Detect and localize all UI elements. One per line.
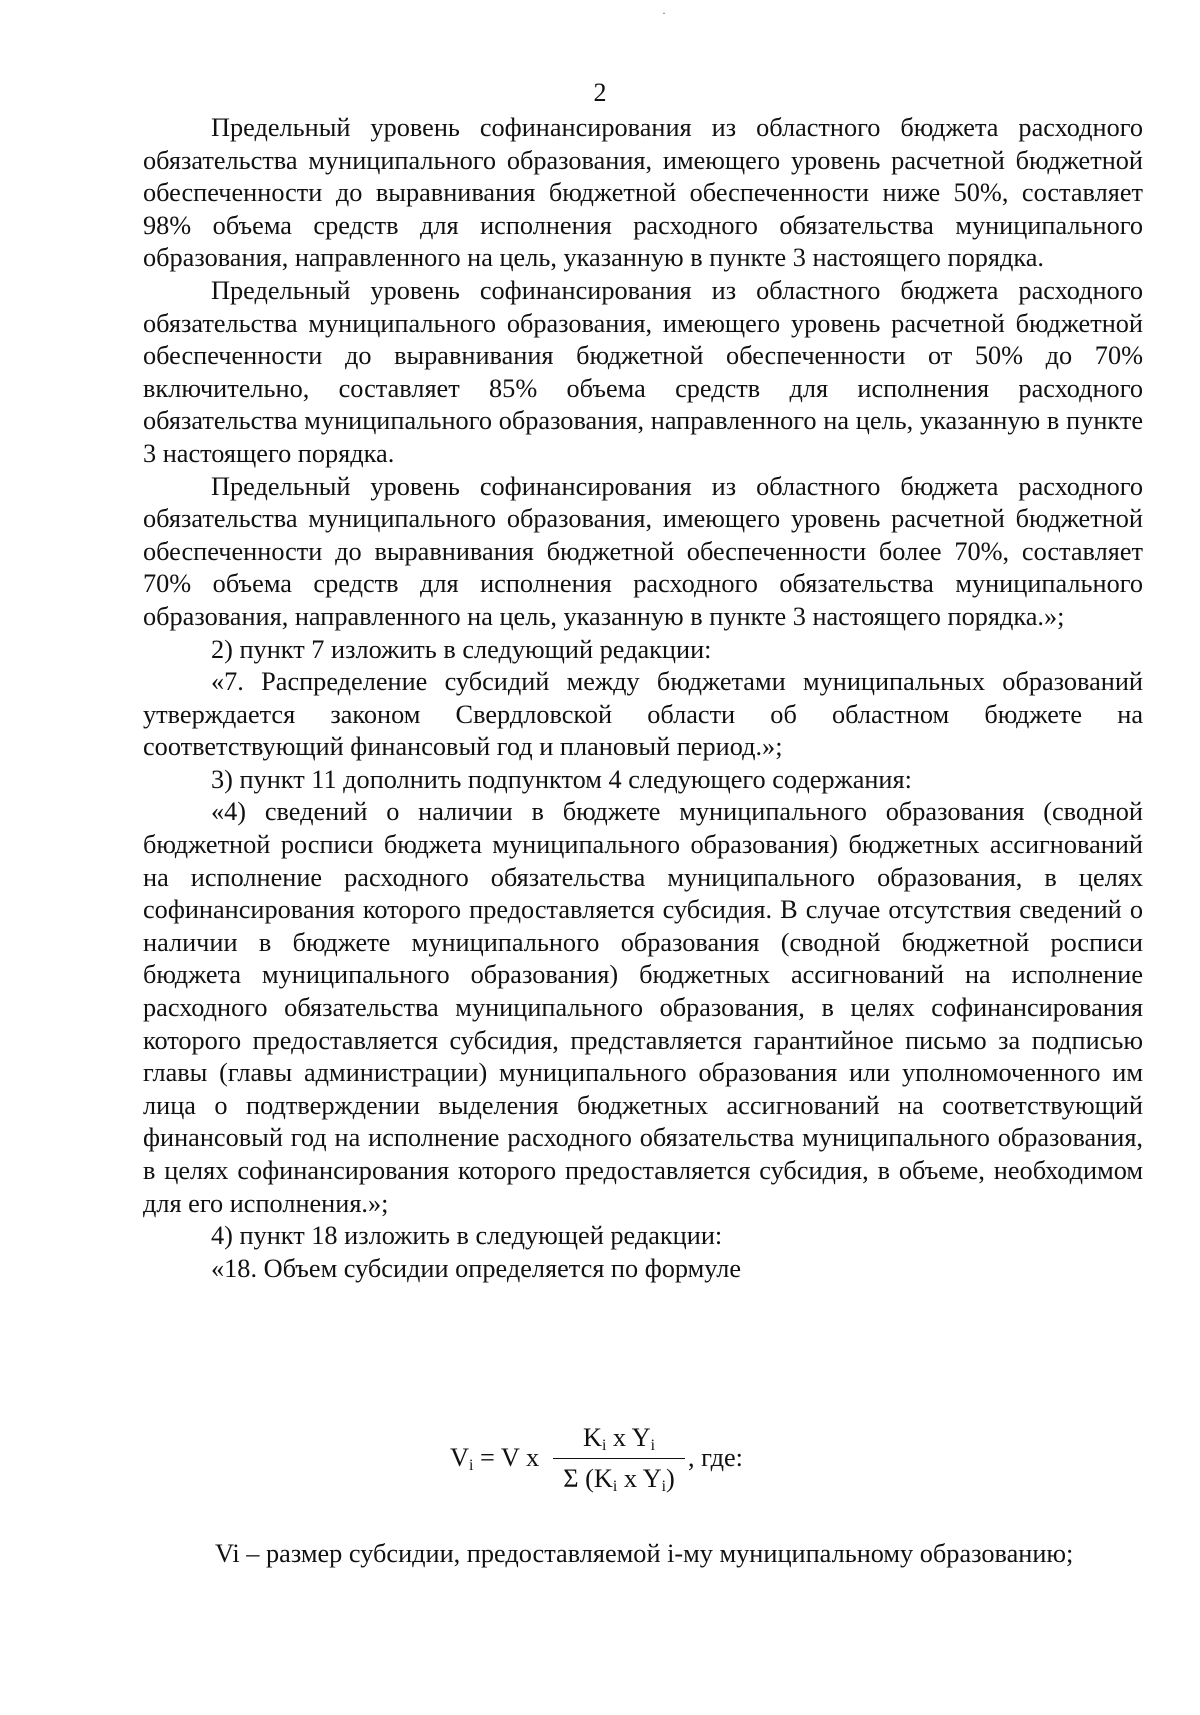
paragraph: Предельный уровень софинансирования из областного бюджета расходного обязательства муниципального образования, имеющего уровень расчетной бюджетной обеспеченности до выравнивания бюджетной обеспеченности более 70%, составляет 70% объема средств для исполнения расходного обязательства муниципального образования, направленного на цель, указанную в пункте 3 настоящего порядка.»;	[143, 471, 1143, 631]
paragraph: 4) пункт 18 изложить в следующей редакции:	[211, 1221, 723, 1251]
denominator-sub-i2: i	[661, 1477, 666, 1495]
formula-equals: = V x	[473, 1443, 540, 1472]
formula-lhs	[450, 1443, 539, 1475]
formula-sub: i	[469, 1456, 474, 1474]
numerator-sub-i: i	[601, 1436, 607, 1454]
formula-tail: , где:	[688, 1443, 743, 1472]
variable-definition: Vi – размер субсидии, предоставляемой i-му муниципальному образованию;	[215, 1539, 1074, 1568]
denominator-close: )	[665, 1464, 675, 1493]
formula-denominator	[553, 1463, 685, 1495]
paragraph: 3) пункт 11 дополнить подпунктом 4 следующего содержания:	[211, 764, 912, 794]
numerator-y: x Y	[606, 1423, 651, 1452]
page-number: 2	[593, 78, 607, 107]
denominator-sub-i: i	[612, 1477, 618, 1495]
formula-numerator	[553, 1422, 685, 1454]
denominator-y: x Y	[617, 1464, 662, 1493]
fraction-bar	[553, 1458, 685, 1459]
formula-fraction	[553, 1422, 685, 1495]
body-text	[143, 112, 1143, 1285]
paragraph: Предельный уровень софинансирования из областного бюджета расходного обязательства муниципального образования, имеющего уровень расчетной бюджетной обеспеченности до выравнивания бюджетной обеспеченности ниже 50%, составляет 98% объема средств для исполнения расходного обязательства муниципального образования, направленного на цель, указанную в пункте 3 настоящего порядка.	[143, 113, 1143, 273]
numerator-sub-i2: i	[650, 1436, 656, 1454]
subsidy-formula	[0, 1422, 1200, 1502]
numerator-k: K	[582, 1423, 602, 1452]
paragraph: «4) сведений о наличии в бюджете муниципального образования (сводной бюджетной росписи бюджета муниципального образования) бюджетных ассигнований на исполнение расходного обязательства муниципального образования, в целях софинансирования которого предоставляется субсидия. В случае отсутствия сведений о наличии в бюджете муниципального образования (сводной бюджетной росписи бюджета муниципального образования) бюджетных ассигнований на исполнение расходного обязательства муниципального образования, в целях софинансирования которого предоставляется субсидия, представляется гарантийное письмо за подписью главы (главы администрации) муниципального образования или уполномоченного им лица о подтверждении выделения бюджетных ассигнований на соответствующий финансовый год на исполнение расходного обязательства муниципального образования, в целях софинансирования которого предоставляется субсидия, в объеме, необходимом для его исполнения.»;	[143, 797, 1143, 1218]
paragraph: 2) пункт 7 изложить в следующий редакции:	[211, 634, 712, 664]
paragraph: Предельный уровень софинансирования из областного бюджета расходного обязательства муниципального образования, имеющего уровень расчетной бюджетной обеспеченности до выравнивания бюджетной обеспеченности от 50% до 70% включительно, составляет 85% объема средств для исполнения расходного обязательства муниципального образования, направленного на цель, указанную в пункте 3 настоящего порядка.	[143, 275, 1143, 468]
denominator-sum: Σ (K	[563, 1464, 613, 1493]
paragraph: «7. Распределение субсидий между бюджетами муниципальных образований утверждается законом Свердловской области об областном бюджете на соответствующий финансовый год и плановый период.»;	[143, 667, 1143, 762]
formula-var: V	[450, 1443, 469, 1472]
scan-mark: ·	[662, 6, 666, 20]
paragraph: «18. Объем субсидии определяется по формуле	[211, 1253, 742, 1283]
